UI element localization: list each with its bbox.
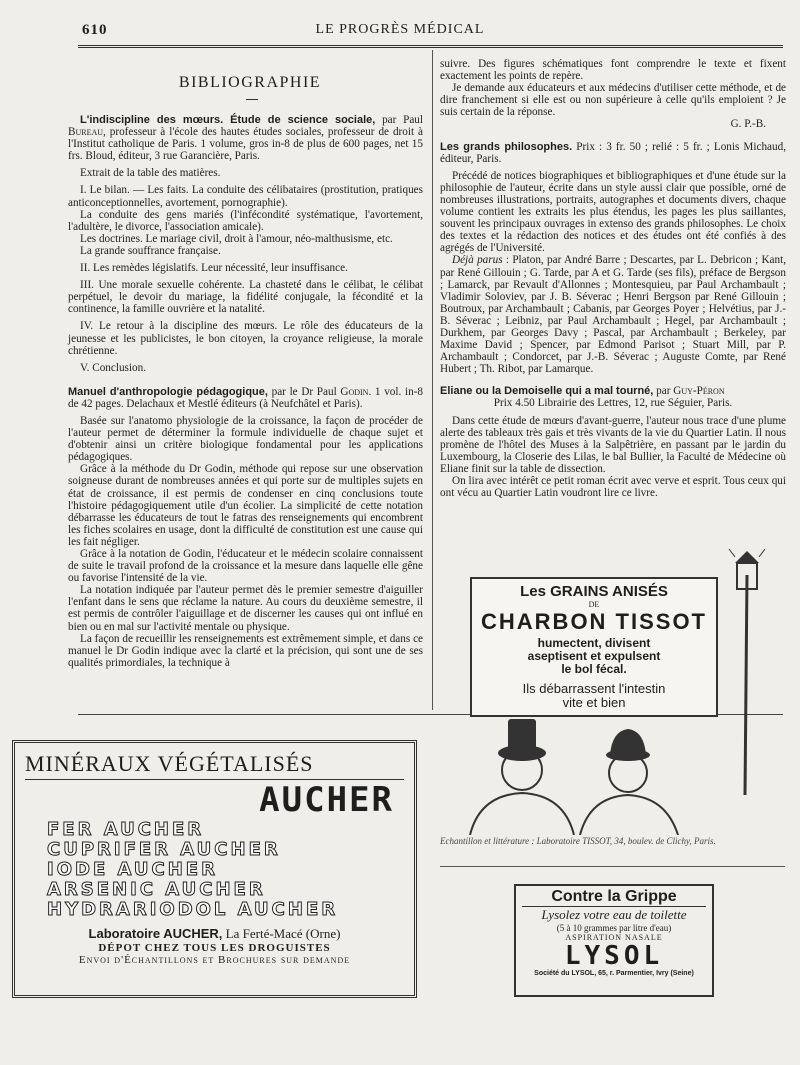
tissot-panel (470, 577, 718, 717)
lysol-subtitle: Lysolez votre eau de toilette (522, 906, 706, 923)
lysol-company: Société du LYSOL, 65, r. Parmentier, Ivry (Seine) (534, 970, 694, 977)
book2-paragraph: La façon de recueillir les renseignements est extrêmement simple, et dans ce manuel le Dr Godin indique avec la clarté et la précision, qui sont une de ses qualités primordiales, la technique à (68, 632, 423, 669)
tissot-slogan-line: Ils débarrassent l'intestin (522, 681, 666, 696)
signature: G. P.-B. (730, 118, 766, 131)
aucher-advertisement (12, 740, 417, 998)
continuation-paragraph: Je demande aux éducateurs et aux médecins d'utiliser cette méthode, et de dire franchement si elle est ou non supérieure à celle qu'ils emploient ? Je suis certain de la réponse. (440, 82, 786, 119)
continuation-paragraph: suivre. Des figures schématiques font comprendre le texte et fixent exactement les points de repère. (440, 58, 786, 83)
book4-author: Guy-Péron (673, 385, 725, 398)
lysol-aspiration: ASPIRATION NASALE (565, 933, 663, 942)
toc-item: II. Les remèdes législatifs. Leur nécessité, leur insuffisance. (80, 262, 348, 275)
book2-title: Manuel d'anthropologie pédagogique, (68, 385, 268, 398)
toc-item: V. Conclusion. (80, 361, 146, 374)
book3-price: Prix : 3 fr. 50 ; relié : 5 fr. ; Lonis Michaud, éditeur, Paris. (440, 140, 787, 165)
book2-paragraph: La notation indiquée par l'auteur permet dès le premier semestre d'aiguiller l'enfant dans le sens que réclame la nature. Au cours du deuxième semestre, il est permis de contrôler l'aiguillage et de discerner les causes qui ont influé en bien ou en mal sur l'activité mentale ou physique. (68, 584, 423, 633)
book2-paragraph: Basée sur l'anatomo physiologie de la croissance, la façon de procéder de l'auteur permet de déterminer la formule individuelle de chaque sujet et d'obtenir ainsi un critère biologique fondamental pour les applications pédagogiques. (68, 414, 423, 464)
aucher-product: IODE AUCHER (47, 859, 218, 880)
book1-title: L'indiscipline des mœurs. Étude de science sociale, (80, 114, 376, 126)
book4-paragraph: Dans cette étude de mœurs d'avant-guerre, l'auteur nous trace d'une plume alerte des tableaux très gais et très vivants de la vie du Quartier Latin. Il nous promène de l'hôtel des Muses à la Salpêtrière, en passant par le jardin du Luxembourg, la Closerie des Lilas, le bal Bullier, la Faculté de Médecine où Eliane finit sur la table de dissection. (440, 414, 786, 475)
tissot-footer: Echantillon et littérature : Laboratoire TISSOT, 34, boulev. de Clichy, Paris. (440, 836, 716, 846)
right-column (440, 58, 786, 499)
parus-label: Déjà parus (452, 254, 503, 267)
lysol-title: Contre la Grippe (551, 888, 677, 905)
book1-author: Bureau (68, 126, 104, 139)
aucher-product: HYDRARIODOL AUCHER (47, 899, 339, 920)
aucher-depot: DÉPOT CHEZ TOUS LES DROGUISTES (98, 942, 331, 954)
tissot-brand: CHARBON TISSOT (481, 609, 707, 634)
toc-item: III. Une morale sexuelle cohérente. La chasteté dans le célibat, le célibat perpétuel, le devoir du mariage, la fidélité conjugale, la fécondité et la continence, la famille ouvrière et la natalité. (68, 279, 423, 316)
book2-entry (68, 386, 423, 410)
book1-details: , professeur à l'école des hautes études sociales, professeur de droit à l'Institut catholique de Paris. 1 volume, gros in-8 de plus de 600 pages, net 15 frs. Bloud, éditeur, 3 rue Garancière, Paris. (68, 126, 423, 163)
tissot-desc-line: le bol fécal. (561, 662, 627, 676)
lysol-dose: (5 à 10 grammes par litre d'eau) (556, 923, 672, 933)
book1-entry (68, 114, 423, 162)
aucher-headline: MINÉRAUX VÉGÉTALISÉS (25, 751, 314, 776)
toc-item: Les doctrines. Le mariage civil, droit à l'amour, néo-malthusisme, etc. (80, 232, 393, 245)
aucher-laboratory (25, 926, 404, 942)
toc-item: I. Le bilan. — Les faits. La conduite des célibataires (prostitution, pratiques anticonceptionnelles, avortement, pornographie). (68, 184, 423, 209)
header-rule (78, 45, 783, 48)
book3-entry (440, 141, 786, 165)
toc-heading: Extrait de la table des matières. (80, 167, 221, 180)
title-dash (246, 99, 258, 100)
aucher-products (25, 820, 404, 920)
ads-rule (440, 866, 785, 867)
toc-item: La grande souffrance française. (80, 244, 221, 257)
book2-author-intro: par le Dr Paul (267, 385, 341, 398)
tissot-slogan (472, 682, 716, 710)
two-men-illustration (450, 715, 750, 835)
aucher-product: CUPRIFER AUCHER (47, 839, 281, 860)
book2-details: . 1 vol. in-8 de 42 pages. Delachaux et Mestlé éditeurs (à Neufchâtel et Paris). (68, 385, 423, 410)
book4-price: Prix 4.50 Librairie des Lettres, 12, rue Séguier, Paris. (493, 397, 733, 410)
book4-paragraph: On lira avec intérêt ce petit roman écrit avec verve et esprit. Tous ceux qui ont vécu au Quartier Latin voudront lire ce livre. (440, 475, 786, 500)
lysol-brand: LYSOL (564, 941, 664, 971)
book2-author: Godin (340, 385, 369, 398)
book3-list (440, 254, 786, 375)
lysol-advertisement (514, 884, 714, 997)
book4-entry (440, 385, 786, 397)
aucher-product: ARSENIC AUCHER (47, 879, 266, 900)
book4-author-intro: par (653, 385, 674, 398)
aucher-envoi: Envoi d'Échantillons et Brochures sur demande (78, 954, 351, 966)
aucher-brand: AUCHER (25, 779, 404, 820)
toc-item: IV. Le retour à la discipline des mœurs. Le rôle des éducateurs de la jeunesse et les publicistes, le bon citoyen, la croyance religieuse, la morale chrétienne. (68, 320, 423, 357)
book3-paragraph: Précédé de notices biographiques et bibliographiques et d'une étude sur la philosophie de l'auteur, écrite dans un style aussi clair que possible, orné de nombreuses illustrations, portraits, autographes et documents divers, chaque volume contient les extraits les plus étendus, les pages les plus saillantes, souvent les principaux ouvrages in extenso des grands philosophes. Le choix des textes et la rédaction des notices et des études ont été confiés à des agrégés de l'Université. (440, 169, 786, 255)
tissot-slogan-line: vite et bien (562, 695, 626, 710)
section-title: BIBLIOGRAPHIE (178, 74, 322, 91)
book1-author-intro: par Paul (375, 114, 423, 126)
tissot-description (472, 637, 716, 676)
book2-paragraph: Grâce à la notation de Godin, l'éducateur et le médecin scolaire connaissent de suite le travail profond de la croissance et la mesure dans laquelle elle gêne ou favorise l'intensité de la vie. (68, 548, 423, 585)
tissot-de: DE (588, 600, 600, 609)
left-column (68, 114, 423, 669)
aucher-town: La Ferté-Macé (Orne) (222, 926, 341, 941)
page-number: 610 (82, 22, 108, 38)
aucher-product: FER AUCHER (47, 819, 205, 840)
parus-text: : Platon, par André Barre ; Descartes, par L. Debricon ; Kant, par René Gillouin ; G. Tarde, par A et G. Tarde (ses fils), préface de Bergson ; Lamarck, par Revault d'Allonnes ; Montesquieu, par Paul Archambault ; Vladimir Soloviev, par J. B. Séverac ; Henri Bergson par René Gillouin ; Boutroux, par Archambault ; Cabanis, par Georges Poyer ; Helvétius, par J.-B. Séverac ; Leibniz, par Paul Archambault ; Hegel, par Archambault ; Durkhem, par Georges Davy ; Pascal, par Archambault ; Berkeley, par Maxime David ; Spencer, par Edmond Parisot ; Stuart Mill, par P. Archambault ; Condorcet, par J.-B. Séverac ; Auguste Comte, par René Hubert ; Th. Ribot, par Lamarque. (440, 254, 786, 376)
toc-item: La conduite des gens mariés (l'infécondité systématique, l'avortement, l'adultère, le divorce, l'association amicale). (68, 208, 423, 233)
column-divider (432, 50, 433, 710)
journal-title: LE PROGRÈS MÉDICAL (315, 22, 485, 37)
tissot-line1: Les GRAINS ANISÉS (520, 583, 668, 600)
book2-paragraph: Grâce à la méthode du Dr Godin, méthode qui repose sur une observation soigneuse durant de nombreuses années et qui porte sur de multiples sujets en état de croissance, il est permis de condenser en cinq conclusions toute l'histoire pédagogiquement utile d'un écolier. La simplicité de cette notation débarrasse les éducateurs de tout le fatras des renseignements qui encombrent les fiches scolaires en usage, dont la difficulté de constitution est une cause qui les fait négliger. (68, 463, 423, 548)
tissot-desc-line: aseptisent et expulsent (527, 649, 661, 663)
aucher-lab-name: Laboratoire AUCHER, (88, 926, 223, 941)
tissot-desc-line: humectent, divisent (537, 636, 651, 650)
book4-title: Eliane ou la Demoiselle qui a mal tourné, (440, 385, 654, 398)
book3-title: Les grands philosophes. (440, 140, 573, 153)
tissot-advertisement (440, 540, 790, 846)
